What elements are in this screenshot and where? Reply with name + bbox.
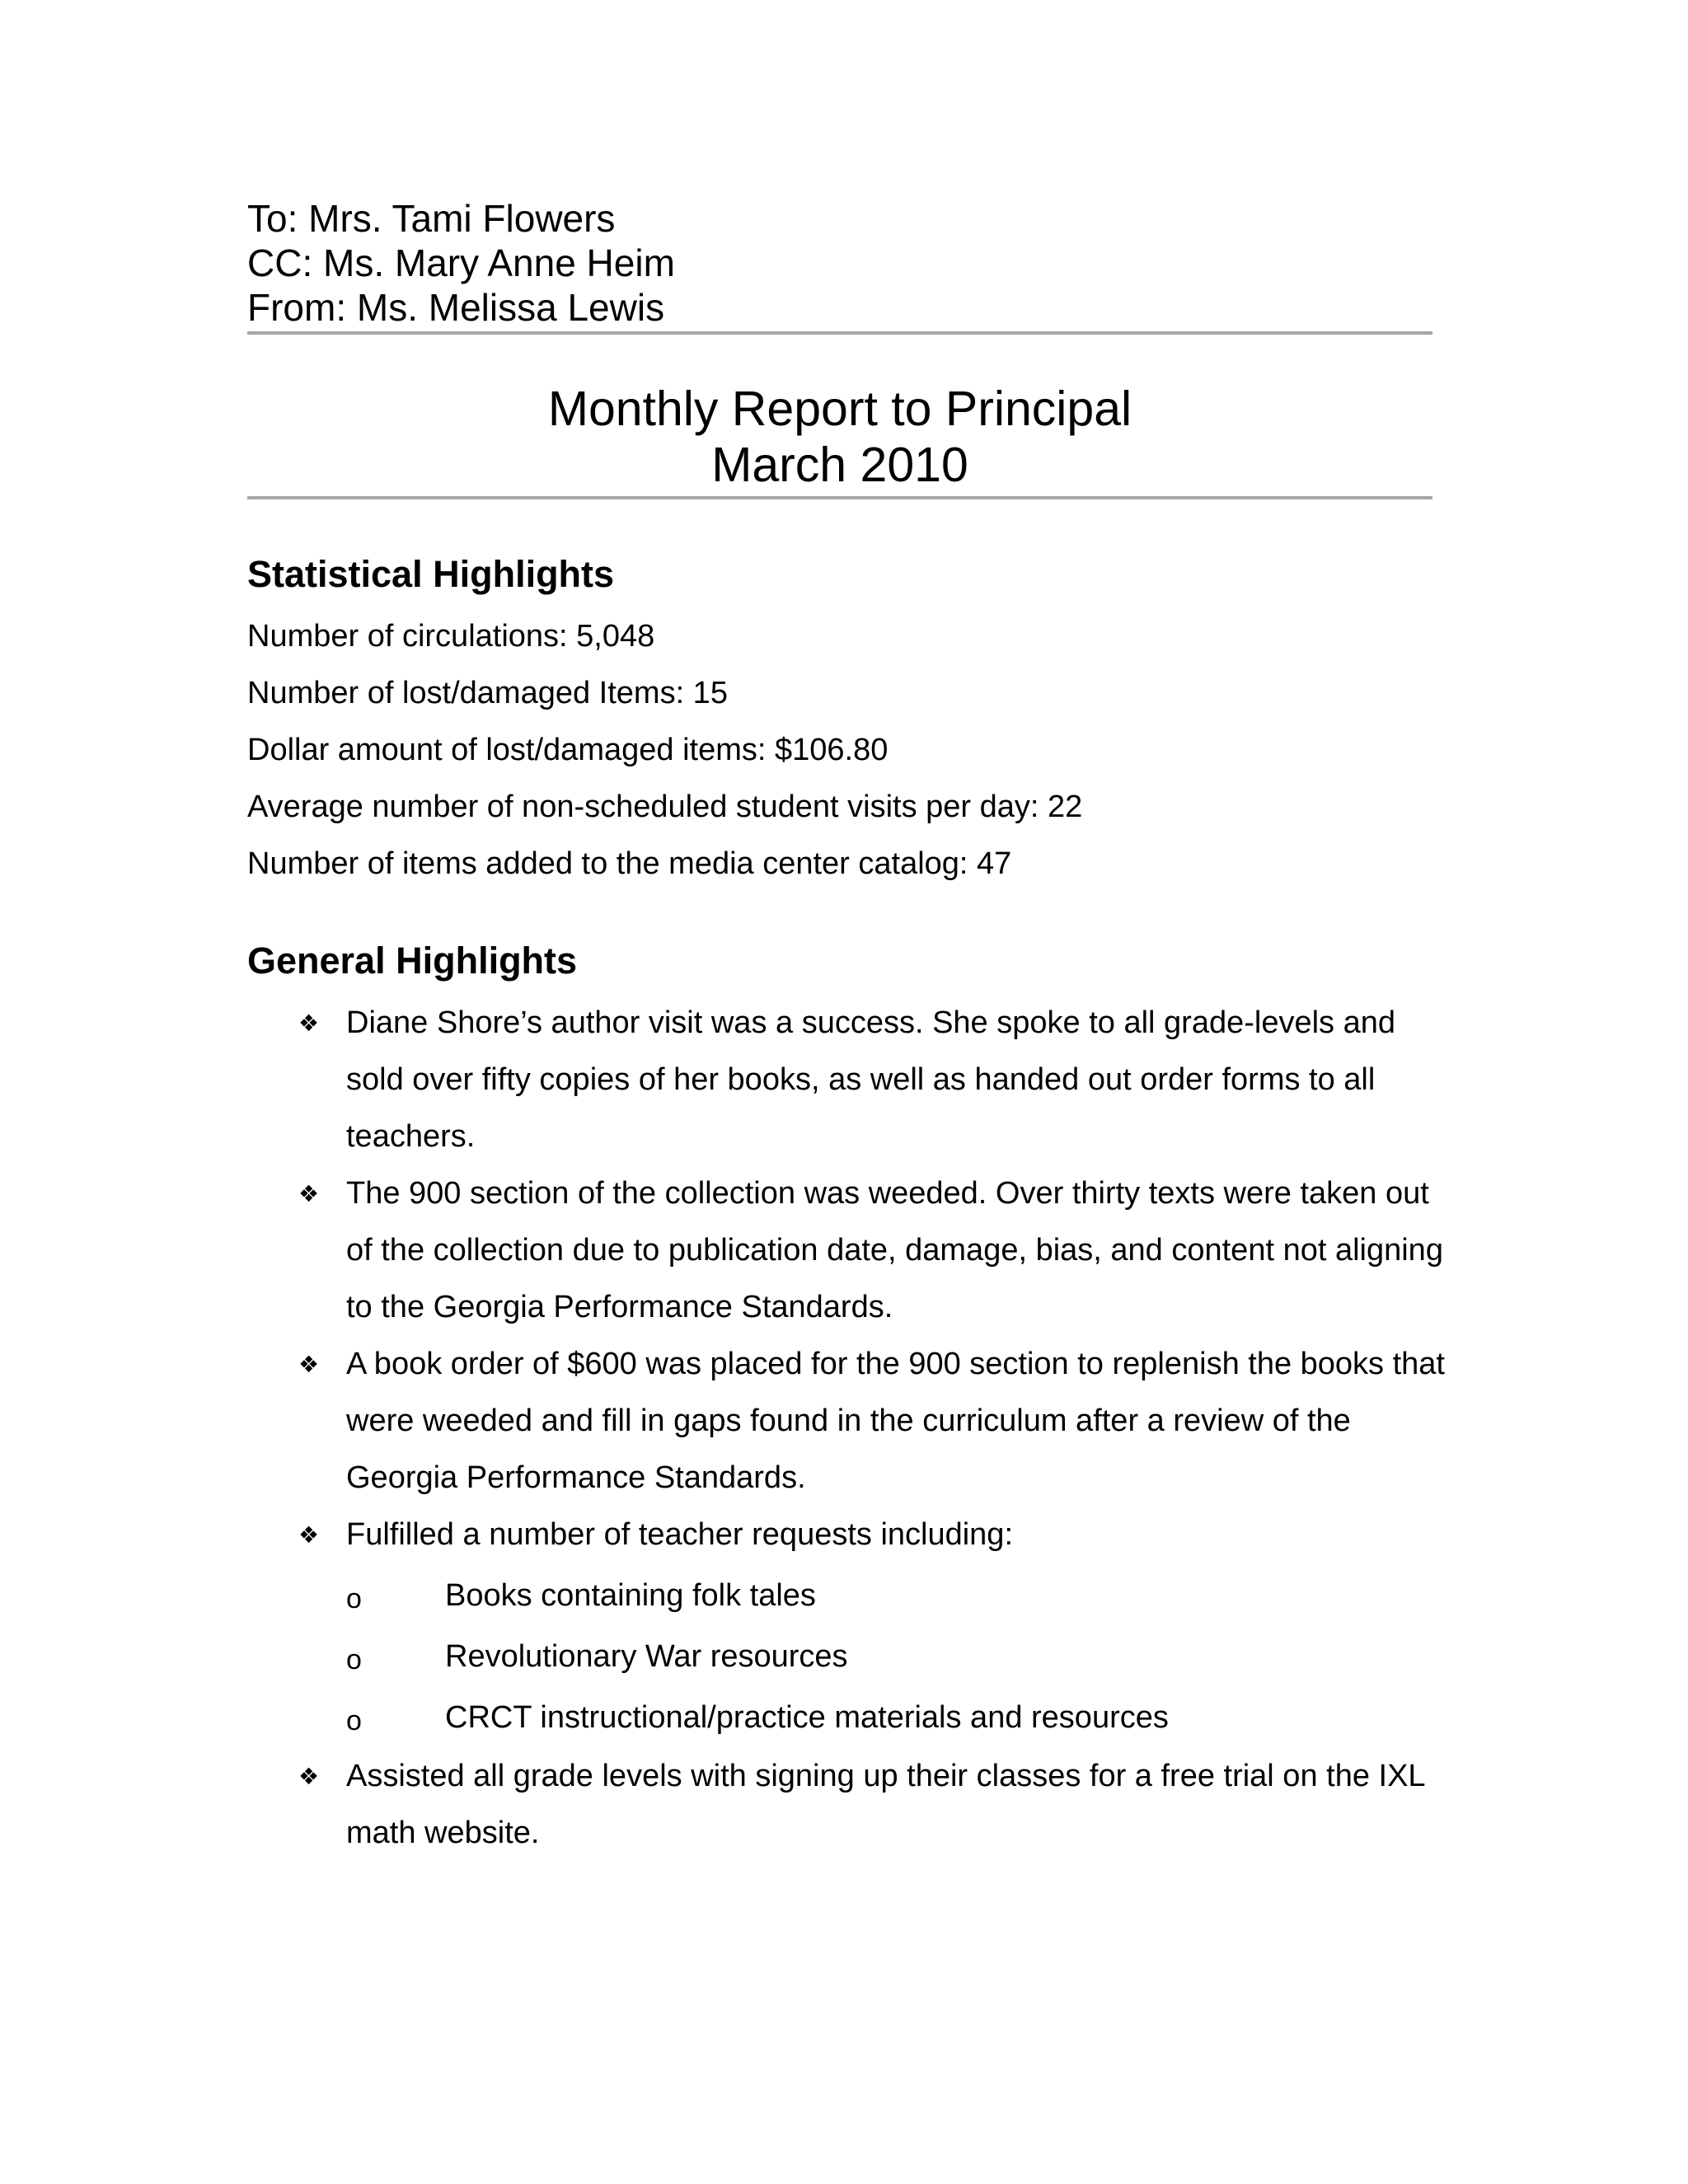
bullet-text: A book order of $600 was placed for the 900 section to replenish the books that were weeded and fill in gaps found in the curriculum after a review of the Georgia Performance Standards. [346, 1347, 1445, 1495]
stat-lost-amount: Dollar amount of lost/damaged items: $106.80 [247, 733, 889, 767]
diamond-bullet-icon: ❖ [298, 1010, 320, 1037]
sub-item-text: Books containing folk tales [445, 1578, 816, 1613]
sub-list-item [346, 1687, 1451, 1748]
sub-list-item [346, 1626, 1451, 1687]
sub-item-text: CRCT instructional/practice materials and resources [445, 1700, 1169, 1735]
circle-bullet-icon: o [346, 1705, 362, 1736]
report-title-line: Monthly Report to Principal [547, 382, 1132, 436]
title-divider [247, 496, 1432, 499]
list-item [247, 995, 1451, 1165]
stat-student-visits: Average number of non-scheduled student visits per day: 22 [247, 790, 1083, 824]
diamond-bullet-icon: ❖ [298, 1180, 320, 1207]
report-page [247, 196, 1445, 1862]
general-highlights-list [247, 995, 1445, 1862]
stat-items-added: Number of items added to the media center catalog: 47 [247, 846, 1012, 881]
memo-cc: CC: Ms. Mary Anne Heim [247, 241, 675, 284]
list-item [247, 1748, 1451, 1862]
bullet-text: Assisted all grade levels with signing up their classes for a free trial on the IXL math website. [346, 1759, 1425, 1850]
stat-circulations: Number of circulations: 5,048 [247, 619, 655, 654]
bullet-text: Diane Shore’s author visit was a success. She spoke to all grade-levels and sold over fifty copies of her books, as well as handed out order forms to all teachers. [346, 1005, 1395, 1154]
diamond-bullet-icon: ❖ [298, 1763, 320, 1790]
memo-header [247, 196, 1432, 330]
bullet-text: Fulfilled a number of teacher requests including: [346, 1517, 1014, 1552]
memo-to: To: Mrs. Tami Flowers [247, 197, 616, 240]
report-title [247, 381, 1432, 493]
circle-bullet-icon: o [346, 1583, 362, 1615]
list-item [247, 1507, 1451, 1748]
sub-item-text: Revolutionary War resources [445, 1639, 848, 1674]
stat-lost-items: Number of lost/damaged Items: 15 [247, 676, 728, 710]
diamond-bullet-icon: ❖ [298, 1351, 320, 1378]
list-item [247, 1165, 1451, 1336]
statistics-list [247, 608, 1432, 893]
sub-list-item [346, 1565, 1451, 1626]
statistical-heading: Statistical Highlights [247, 553, 615, 595]
bullet-text: The 900 section of the collection was weeded. Over thirty texts were taken out of the collection due to publication date, damage, bias, and content not aligning to the Georgia Performance Standards. [346, 1176, 1443, 1324]
header-divider [247, 331, 1432, 335]
report-date: March 2010 [711, 438, 968, 492]
list-item [247, 1336, 1451, 1507]
memo-from: From: Ms. Melissa Lewis [247, 286, 665, 329]
teacher-requests-sublist [346, 1565, 1451, 1748]
general-heading: General Highlights [247, 940, 578, 982]
circle-bullet-icon: o [346, 1644, 362, 1675]
diamond-bullet-icon: ❖ [298, 1521, 320, 1549]
